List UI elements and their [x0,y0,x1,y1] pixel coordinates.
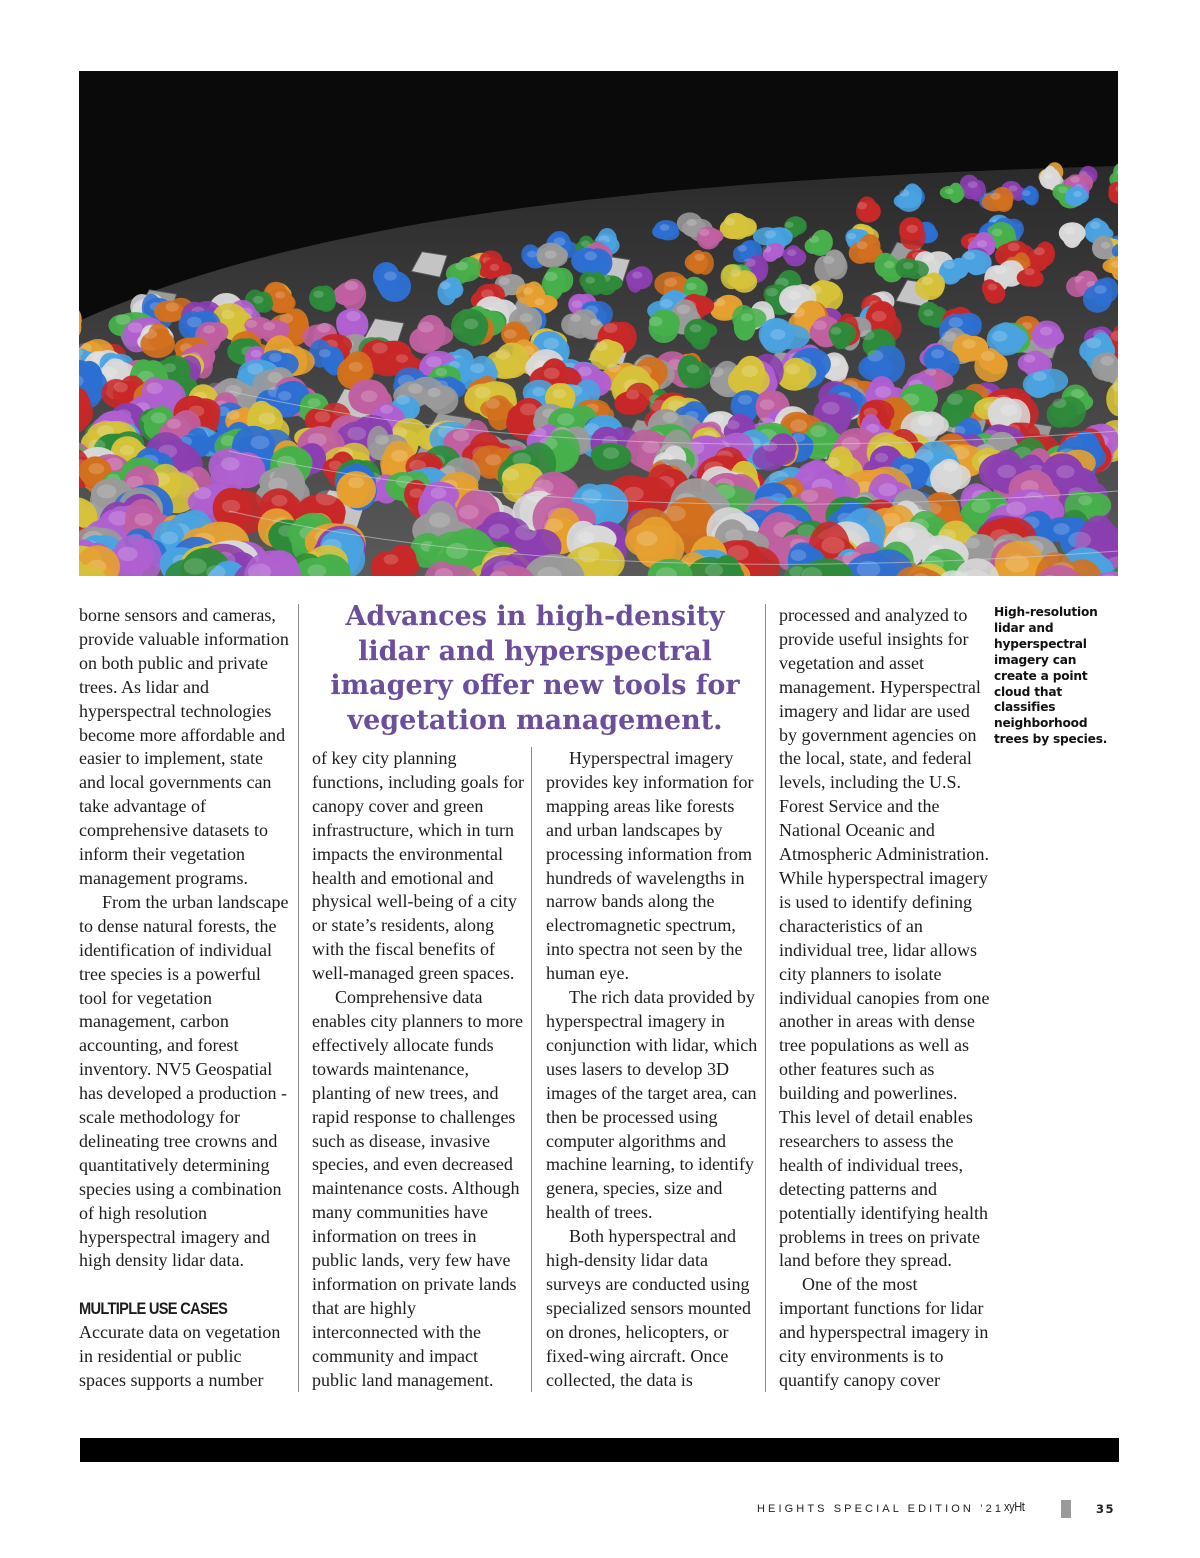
tree-canopy [336,471,376,508]
article-column-3 [546,747,758,1392]
body-paragraph: The rich data provided by hyperspectral imagery in conjunction with lidar, which uses lasers to develop 3D images of the target area, can then be processed using computer algorithms and machine learning, to identify genera, species, size and health of trees. [546,987,758,1223]
footer-black-bar [80,1438,1119,1462]
body-paragraph: One of the most important functions for lidar and hyperspectral imagery in city environments is to quantify canopy cover [779,1274,989,1390]
body-paragraph: of key city planning functions, including goals for canopy cover and green infrastructure, which in turn impacts the environmental health and emotional and physical well-being of a city or state’s residents, along with the fiscal benefits of well-managed green spaces. [312,748,524,984]
body-paragraph: Accurate data on vegetation in residential or public spaces supports a number [79,1322,281,1391]
article-column-2 [312,747,524,1392]
body-paragraph: Both hyperspectral and high-density lidar data surveys are conducted using specialized sensors mounted on drones, helicopters, or fixed-wing aircraft. Once collected, the data is [546,1226,751,1390]
photo-caption: High-resolution lidar and hyperspectral imagery can create a point cloud that classifies neighborhood trees by species. [994,605,1108,747]
article-column-4 [779,604,991,1393]
column-divider [765,604,766,1392]
page-number: 35 [1096,1502,1116,1516]
column-divider [531,747,532,1392]
body-paragraph: Hyperspectral imagery provides key information for mapping areas like forests and urban landscapes by processing information from hundreds of wavelengths in narrow bands along the electromagnetic spectrum, into spectra not seen by the human eye. [546,748,754,984]
lidar-point-cloud-photo [79,71,1118,576]
pull-quote: Advances in high-density lidar and hyperspectral imagery offer new tools for vegetation management. [330,601,740,736]
column-divider [298,604,299,1392]
tree-canopy-illustration [79,71,1118,576]
body-paragraph: borne sensors and cameras, provide valuable information on both public and private trees. As lidar and hyperspectral technologies become more affordable and easier to implement, state and local governments can take advantage of comprehensive datasets to inform their vegetation management programs. [79,605,289,888]
footer-edition: HEIGHTS SPECIAL EDITION ’21 [757,1503,1005,1515]
body-paragraph: Comprehensive data enables city planners to more effectively allocate funds towards maintenance, planting of new trees, and rapid response to challenges such as disease, invasive species, and even decreased maintenance costs. Although many communities have information on trees in public lands, very few have information on private lands that are highly interconnected with the community and impact public land management. [312,987,523,1390]
body-paragraph: From the urban landscape to dense natural forests, the identification of individual tree species is a powerful tool for vegetation management, carbon accounting, and forest inventory. NV5 Geospatial has developed a production -scale methodology for delineating tree crowns and quantitatively determining species using a combination of high resolution hyperspectral imagery and high density lidar data. [79,891,289,1271]
article-column-1 [79,604,291,1393]
section-subhead: MULTIPLE USE CASES [79,1299,228,1319]
footer-brand-logo: xyHt [1004,1499,1025,1514]
body-paragraph: processed and analyzed to provide useful insights for vegetation and asset management. Hyperspectral imagery and lidar are used by government agencies on the local, state, and federal levels, including the U.S. Forest Service and the National Oceanic and Atmospheric Administration. While hyperspectral imagery is used to identify defining characteristics of an individual tree, lidar allows city planners to isolate individual canopies from one another in areas with dense tree populations as well as other features such as building and powerlines. This level of detail enables researchers to assess the health of individual trees, detecting patterns and potentially identifying health problems in trees on private land before they spread. [779,605,990,1271]
footer-divider-block [1061,1500,1071,1518]
